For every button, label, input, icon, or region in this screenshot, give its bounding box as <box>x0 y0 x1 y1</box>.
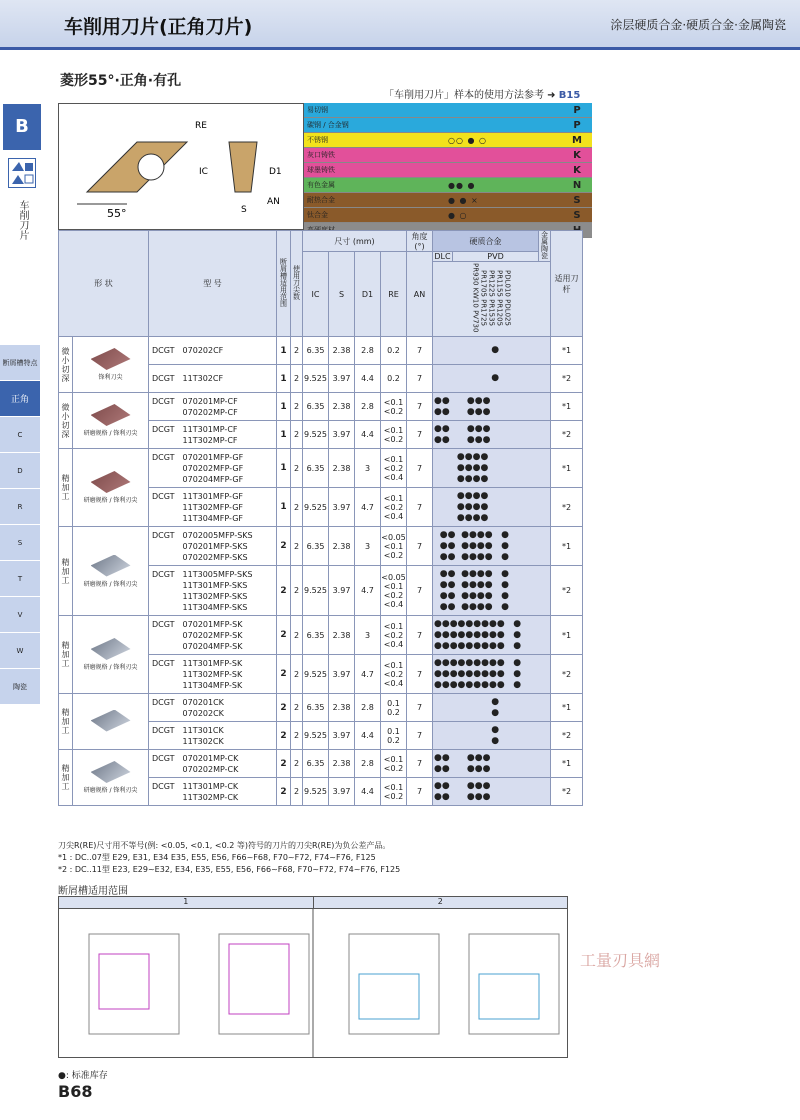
cell-d1: 4.7 <box>355 655 381 694</box>
holder-ref: *1 <box>551 393 583 421</box>
cell-s: 2.38 <box>329 527 355 566</box>
holder-ref: *1 <box>551 616 583 655</box>
material-row <box>304 148 592 163</box>
material-marks <box>448 103 562 117</box>
model-code: DCGT 070201CK 070202CK <box>149 694 277 722</box>
cell-d1: 4.7 <box>355 566 381 616</box>
cell-s: 2.38 <box>329 393 355 421</box>
holder-ref: *2 <box>551 566 583 616</box>
material-marks: ○○ ● ○ <box>448 136 488 145</box>
insert-caption: 研磨规格 / 锋利刃尖 <box>83 497 138 504</box>
material-name: 灰口铸铁 <box>307 151 335 159</box>
table-row <box>59 527 583 566</box>
nav-item-t[interactable]: T <box>0 561 40 597</box>
grade-stock-dots: ●● ●●● ●● ●●● <box>433 750 551 778</box>
material-marks: ● ○ <box>448 211 468 220</box>
grade-stock-dots: ●●●●●●●●● ● ●●●●●●●●● ● ●●●●●●●●● ● <box>433 616 551 655</box>
cell-an: 7 <box>407 421 433 449</box>
holder-ref: *1 <box>551 337 583 365</box>
cell-d1: 4.7 <box>355 488 381 527</box>
insert-photo <box>73 449 149 527</box>
cell-d1: 2.8 <box>355 393 381 421</box>
page-title: 车削用刀片(正角刀片) <box>64 16 253 38</box>
group-label: 精加工 <box>59 616 73 694</box>
cell-an: 7 <box>407 488 433 527</box>
grade-stock-dots: ●● ●●●● ● ●● ●●●● ● ●● ●●●● ● ●● ●●●● ● <box>433 566 551 616</box>
group-label: 精加工 <box>59 694 73 750</box>
cell-s: 3.97 <box>329 722 355 750</box>
nav-item-groove[interactable]: 断屑槽特点 <box>0 345 40 381</box>
cell-an: 7 <box>407 337 433 365</box>
cell-d1: 3 <box>355 616 381 655</box>
page-number: B68 <box>58 1082 93 1101</box>
material-row <box>304 208 592 223</box>
chipbreaker-range-chart: 1 2 <box>58 896 568 1058</box>
grade-stock-dots: ●● ●●● ●● ●●● <box>433 778 551 806</box>
shape-nav <box>0 345 40 705</box>
cell-an: 7 <box>407 722 433 750</box>
cell-d1: 2.8 <box>355 337 381 365</box>
model-code: DCGT 070201MP-CK 070202MP-CK <box>149 750 277 778</box>
workpiece-material-chart <box>304 103 592 238</box>
cell-an: 7 <box>407 365 433 393</box>
svg-text:RE: RE <box>195 121 207 131</box>
grade-stock-dots: ●● ●●● ●● ●●● <box>433 393 551 421</box>
insert-image <box>91 471 131 493</box>
insert-image <box>91 348 131 370</box>
material-marks <box>448 118 562 132</box>
model-code: DCGT 11T301MFP-SK 11T302MFP-SK 11T304MFP-SK <box>149 655 277 694</box>
cell-d1: 4.4 <box>355 365 381 393</box>
cell-g: 2 <box>277 655 291 694</box>
grade-stock-dots: ●●●● ●●●● ●●●● <box>433 449 551 488</box>
model-code: DCGT 070201MP-CF 070202MP-CF <box>149 393 277 421</box>
cell-n: 2 <box>291 449 303 488</box>
material-name: 有色金属 <box>307 181 335 189</box>
page-subtitle: 涂层硬质合金·硬质合金·金属陶瓷 <box>610 18 786 32</box>
cell-n: 2 <box>291 393 303 421</box>
grade-stock-dots: ● ● <box>433 722 551 750</box>
cell-s: 2.38 <box>329 449 355 488</box>
cell-g: 1 <box>277 337 291 365</box>
cell-s: 2.38 <box>329 750 355 778</box>
cell-d1: 2.8 <box>355 694 381 722</box>
cell-n: 2 <box>291 694 303 722</box>
nav-item-d[interactable]: D <box>0 453 40 489</box>
cell-ic: 6.35 <box>303 616 329 655</box>
section-tab-b[interactable]: B <box>3 104 41 150</box>
insert-photo <box>73 694 149 750</box>
material-class: S <box>573 195 581 206</box>
cell-d1: 3 <box>355 527 381 566</box>
model-code: DCGT 0702005MFP-SKS 070201MFP-SKS 070202MFP-SKS <box>149 527 277 566</box>
page-header <box>0 0 800 50</box>
svg-text:AN: AN <box>267 197 280 207</box>
nav-item-c[interactable]: C <box>0 417 40 453</box>
table-row <box>59 449 583 488</box>
material-row <box>304 163 592 178</box>
cell-g: 2 <box>277 694 291 722</box>
cell-ic: 9.525 <box>303 655 329 694</box>
table-row <box>59 337 583 365</box>
cell-re: <0.05 <0.1 <0.2 <box>381 527 407 566</box>
cell-n: 2 <box>291 488 303 527</box>
svg-text:D1: D1 <box>269 167 282 177</box>
holder-ref: *2 <box>551 778 583 806</box>
cell-re: <0.1 <0.2 <box>381 421 407 449</box>
cell-ic: 6.35 <box>303 750 329 778</box>
cell-ic: 6.35 <box>303 694 329 722</box>
insert-caption: 研磨规格 / 锋利刃尖 <box>83 787 138 794</box>
cell-d1: 4.4 <box>355 421 381 449</box>
material-name: 钛合金 <box>307 211 328 219</box>
cell-s: 3.97 <box>329 488 355 527</box>
cell-an: 7 <box>407 694 433 722</box>
col-shape: 形 状 <box>59 231 149 337</box>
cell-g: 1 <box>277 421 291 449</box>
cell-ic: 9.525 <box>303 421 329 449</box>
cell-s: 3.97 <box>329 365 355 393</box>
material-marks: ● ● × <box>448 196 479 205</box>
material-name: 球墨铸铁 <box>307 166 335 174</box>
holder-ref: *1 <box>551 694 583 722</box>
group-label: 精加工 <box>59 527 73 616</box>
cell-re: 0.1 0.2 <box>381 694 407 722</box>
cell-an: 7 <box>407 449 433 488</box>
cell-g: 2 <box>277 616 291 655</box>
insert-photo <box>73 616 149 694</box>
insert-spec-table: 形 状 型 号 断屑槽适用范围 使用刀尖数 尺寸 (mm) 角度 (°) 硬质合金 金属陶瓷 适用刀杆 IC S D1 RE AN DLC PVD PDL010 PDL025 PR1155 PR1205 PR1225 PR1535 PR1705 PR1725 PR930 KW10 PV730 微小切深 锋利刀尖 DCGT 070202CF 1 2 6.35 2.38 2.8 0.2 7 ● *1 DCGT 11T302CF 1 2 9.525 3.97 4.4 0.2 7 ● *2 微小切深 研磨规格 / 锋利刃尖 DCGT 070201MP-CF 070202MP-CF 1 2 6.35 2.38 2.8 <0.1 <0.2 7 ●● ●●● ●● ●●● *1 DCGT 11T301MP-CF 11T302MP-CF 1 2 9.525 3.97 4.4 <0.1 <0.2 7 ●● ●●● ●● ●●● *2 精加工 研磨规格 / 锋利刃尖 DCGT 070201MFP-GF 070202MFP-GF 070204MFP-GF 1 2 6.35 2.38 3 <0.1 <0.2 <0.4 7 ●●●● ●●●● ●●●● *1 DCGT 11T301MFP-GF 11T302MFP-GF 11T304MFP-GF 1 2 9.525 3.97 4.7 <0.1 <0.2 <0.4 7 ●●●● ●●●● ●●●● *2 精加工 研磨规格 / 锋利刃尖 DCGT 0702005MFP-SKS 070201MFP-SKS 070202MFP-SKS 2 2 6.35 2.38 3 <0.05 <0.1 <0.2 7 ●● ●●●● ● ●● ●●●● ● ●● ●●●● ● *1 DCGT 11T3005MFP-SKS 11T301MFP-SKS 11T302MFP-SKS 11T304MFP-SKS 2 2 9.525 3.97 4.7 <0.05 <0.1 <0.2 <0.4 7 ●● ●●●● ● ●● ●●●● ● ●● ●●●● ● ●● ●●●● ● *2 精加工 研磨规格 / 锋利刃尖 DCGT 070201MFP-SK 070202MFP-SK 070204MFP-SK 2 2 6.35 2.38 3 <0.1 <0.2 <0.4 7 ●●●●●●●●● ● ●●●●●●●●● ● ●●●●●●●●● ● *1 DCGT 11T301MFP-SK 11T302MFP-SK 11T304MFP-SK 2 2 9.525 3.97 4.7 <0.1 <0.2 <0.4 7 ●●●●●●●●● ● ●●●●●●●●● ● ●●●●●●●●● ● *2 精加工 DCGT 070201CK 070202CK 2 2 6.35 2.38 2.8 0.1 0.2 7 ● ● *1 DCGT 11T301CK 11T302CK 2 2 9.525 3.97 4.4 0.1 0.2 7 ● ● *2 精加工 研磨规格 / 锋利刃尖 DCGT 070201MP-CK 070202MP-CK 2 2 6.35 2.38 2.8 <0.1 <0.2 7 ●● ●●● ●● ●●● *1 DCGT 11T301MP-CK 11T302MP-CK 2 2 9.525 3.97 4.4 <0.1 <0.2 7 ●● ●●● ●● ●●● *2 <box>58 230 583 806</box>
cell-g: 2 <box>277 527 291 566</box>
insert-photo <box>73 527 149 616</box>
cell-re: <0.1 <0.2 <0.4 <box>381 655 407 694</box>
cell-g: 1 <box>277 449 291 488</box>
material-name: 易切钢 <box>307 106 328 114</box>
cell-re: 0.1 0.2 <box>381 722 407 750</box>
holder-ref: *2 <box>551 488 583 527</box>
holder-ref: *2 <box>551 722 583 750</box>
cell-an: 7 <box>407 393 433 421</box>
table-row <box>59 616 583 655</box>
cell-an: 7 <box>407 566 433 616</box>
table-row <box>59 694 583 722</box>
model-code: DCGT 11T301MFP-GF 11T302MFP-GF 11T304MFP-GF <box>149 488 277 527</box>
insert-image <box>91 761 131 783</box>
cell-ic: 9.525 <box>303 365 329 393</box>
grade-stock-dots: ● ● <box>433 694 551 722</box>
insert-photo <box>73 337 149 393</box>
cell-re: <0.1 <0.2 <box>381 393 407 421</box>
cell-n: 2 <box>291 616 303 655</box>
material-name: 不锈钢 <box>307 136 328 144</box>
material-row <box>304 118 592 133</box>
cell-n: 2 <box>291 750 303 778</box>
material-class: M <box>572 135 582 146</box>
group-label: 微小切深 <box>59 337 73 393</box>
nav-item-s[interactable]: S <box>0 525 40 561</box>
material-class: K <box>573 165 581 176</box>
material-class: P <box>573 105 581 116</box>
cell-s: 3.97 <box>329 566 355 616</box>
material-class: S <box>573 210 581 221</box>
table-row <box>59 750 583 778</box>
col-model: 型 号 <box>149 231 277 337</box>
holder-ref: *1 <box>551 527 583 566</box>
model-code: DCGT 11T302CF <box>149 365 277 393</box>
group-label: 微小切深 <box>59 393 73 449</box>
nav-item-positive[interactable]: 正角 <box>0 381 40 417</box>
angle-label: 55° <box>107 207 127 220</box>
cell-n: 2 <box>291 655 303 694</box>
grade-stock-dots: ● <box>433 365 551 393</box>
table-notes: 刀尖R(RE)尺寸用不等号(例: <0.05, <0.1, <0.2 等)符号的刀片的刀尖R(RE)为负公差产品。 *1 : DC..07型 E29, E31, E34 E35, E55, E56, F66~F68, F70~F72, F74~F76, F125 *2 : DC..11型 E23, E29~E32, E34, E35, E55, E56, F66~F68, F70~F72, F74~F76, F125 <box>58 841 401 874</box>
svg-text:S: S <box>241 205 247 215</box>
insert-caption: 研磨规格 / 锋利刃尖 <box>83 664 138 671</box>
cell-ic: 6.35 <box>303 449 329 488</box>
holder-ref: *1 <box>551 449 583 488</box>
material-marks <box>448 148 562 162</box>
holder-ref: *2 <box>551 365 583 393</box>
watermark-logo: 工量刃具網 <box>580 951 661 970</box>
cell-re: <0.1 <0.2 <0.4 <box>381 449 407 488</box>
nav-item-r[interactable]: R <box>0 489 40 525</box>
cell-an: 7 <box>407 527 433 566</box>
model-code: DCGT 11T301MP-CF 11T302MP-CF <box>149 421 277 449</box>
cell-n: 2 <box>291 527 303 566</box>
material-marks: ●● ● <box>448 181 476 190</box>
svg-text:IC: IC <box>199 167 208 177</box>
material-class: N <box>572 180 582 191</box>
cell-re: <0.1 <0.2 <box>381 778 407 806</box>
grade-stock-dots: ●●●● ●●●● ●●●● <box>433 488 551 527</box>
model-code: DCGT 070201MFP-GF 070202MFP-GF 070204MFP-GF <box>149 449 277 488</box>
cell-s: 3.97 <box>329 655 355 694</box>
cell-g: 2 <box>277 566 291 616</box>
nav-item-v[interactable]: V <box>0 597 40 633</box>
material-row <box>304 133 592 148</box>
cell-re: 0.2 <box>381 365 407 393</box>
insert-caption: 研磨规格 / 锋利刃尖 <box>83 580 138 588</box>
model-code: DCGT 11T3005MFP-SKS 11T301MFP-SKS 11T302MFP-SKS 11T304MFP-SKS <box>149 566 277 616</box>
material-row <box>304 178 592 193</box>
cell-ic: 6.35 <box>303 337 329 365</box>
range-title: 断屑槽适用范围 <box>58 886 128 897</box>
nav-item-w[interactable]: W <box>0 633 40 669</box>
cell-s: 2.38 <box>329 337 355 365</box>
holder-ref: *2 <box>551 421 583 449</box>
cell-n: 2 <box>291 722 303 750</box>
cell-d1: 4.4 <box>355 722 381 750</box>
group-label: 精加工 <box>59 750 73 806</box>
holder-ref: *1 <box>551 750 583 778</box>
cell-g: 1 <box>277 393 291 421</box>
cell-d1: 4.4 <box>355 778 381 806</box>
model-code: DCGT 070202CF <box>149 337 277 365</box>
cell-s: 3.97 <box>329 778 355 806</box>
cell-an: 7 <box>407 778 433 806</box>
nav-item-ceramic[interactable]: 陶瓷 <box>0 669 40 705</box>
cell-g: 2 <box>277 778 291 806</box>
insert-image <box>91 404 131 426</box>
cell-re: <0.1 <0.2 <box>381 750 407 778</box>
holder-ref: *2 <box>551 655 583 694</box>
material-row <box>304 193 592 208</box>
cell-ic: 6.35 <box>303 393 329 421</box>
sidebar-vertical-label: 车削刀片 <box>17 200 28 240</box>
cell-s: 2.38 <box>329 694 355 722</box>
cell-an: 7 <box>407 655 433 694</box>
model-code: DCGT 11T301MP-CK 11T302MP-CK <box>149 778 277 806</box>
cell-re: <0.1 <0.2 <0.4 <box>381 488 407 527</box>
grade-stock-dots: ● <box>433 337 551 365</box>
material-class: P <box>573 120 581 131</box>
material-class: K <box>573 150 581 161</box>
insert-photo <box>73 750 149 806</box>
model-code: DCGT 070201MFP-SK 070202MFP-SK 070204MFP-SK <box>149 616 277 655</box>
insert-shapes-icon <box>8 158 36 188</box>
cell-d1: 3 <box>355 449 381 488</box>
cell-an: 7 <box>407 750 433 778</box>
table-row <box>59 393 583 421</box>
cell-g: 2 <box>277 722 291 750</box>
grade-stock-dots: ●●●●●●●●● ● ●●●●●●●●● ● ●●●●●●●●● ● <box>433 655 551 694</box>
cell-n: 2 <box>291 337 303 365</box>
cell-s: 3.97 <box>329 421 355 449</box>
stock-legend: ●: 标准库存 <box>58 1071 108 1081</box>
cell-n: 2 <box>291 566 303 616</box>
material-marks <box>448 163 562 177</box>
insert-caption: 研磨规格 / 锋利刃尖 <box>83 430 138 437</box>
cell-g: 1 <box>277 488 291 527</box>
cell-ic: 9.525 <box>303 722 329 750</box>
material-row <box>304 103 592 118</box>
cell-ic: 6.35 <box>303 527 329 566</box>
cell-s: 2.38 <box>329 616 355 655</box>
material-name: 碳钢 / 合金钢 <box>307 121 349 129</box>
insert-image <box>91 638 131 660</box>
cell-an: 7 <box>407 616 433 655</box>
insert-image <box>91 555 131 577</box>
cell-ic: 9.525 <box>303 488 329 527</box>
model-code: DCGT 11T301CK 11T302CK <box>149 722 277 750</box>
usage-reference[interactable]: 「车削用刀片」样本的使用方法参考 ➜ B15 <box>384 90 581 101</box>
cell-n: 2 <box>291 365 303 393</box>
grade-stock-dots: ●● ●●●● ● ●● ●●●● ● ●● ●●●● ● <box>433 527 551 566</box>
cell-n: 2 <box>291 778 303 806</box>
insert-caption: 锋利刀尖 <box>98 374 123 381</box>
cell-re: <0.1 <0.2 <0.4 <box>381 616 407 655</box>
cell-ic: 9.525 <box>303 566 329 616</box>
cell-ic: 9.525 <box>303 778 329 806</box>
cell-n: 2 <box>291 421 303 449</box>
cell-g: 2 <box>277 750 291 778</box>
insert-image <box>91 710 131 732</box>
insert-photo <box>73 393 149 449</box>
cell-re: 0.2 <box>381 337 407 365</box>
cell-re: <0.05 <0.1 <0.2 <0.4 <box>381 566 407 616</box>
grade-stock-dots: ●● ●●● ●● ●●● <box>433 421 551 449</box>
material-name: 耐热合金 <box>307 196 335 204</box>
cell-g: 1 <box>277 365 291 393</box>
section-title: 菱形55°·正角·有孔 <box>60 73 182 89</box>
cell-d1: 2.8 <box>355 750 381 778</box>
group-label: 精加工 <box>59 449 73 527</box>
insert-dimension-diagram <box>58 103 304 230</box>
